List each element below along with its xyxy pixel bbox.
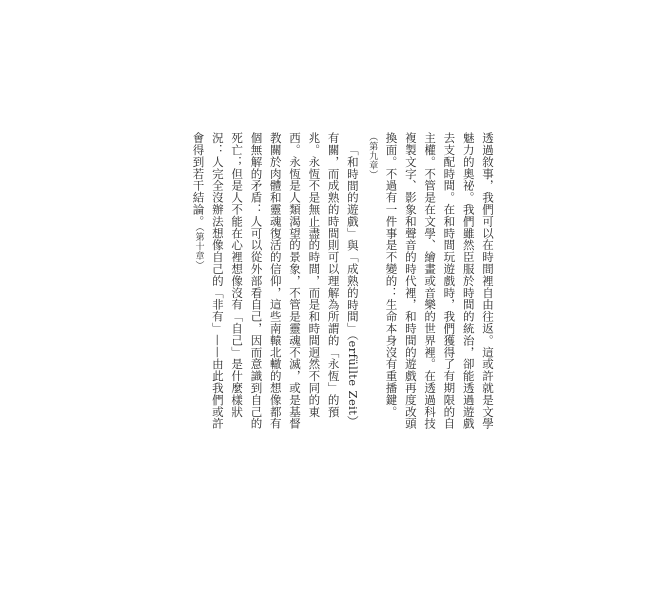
chapter-note: （第九章） [367, 132, 378, 180]
paragraph-chapter-ten [188, 132, 362, 432]
chapter-note: （第十章） [193, 227, 204, 271]
vertical-text-block [188, 132, 497, 432]
paragraph-chapter-nine [362, 132, 497, 432]
paragraph-text: 「和時間的遊戲」與「成熟的時間」（erfüllte Zeit）有關，而成熟的時間則可以理解為所謂的「永恆」的預兆。永恆不是無止盡的時間，而是和時間迥然不同的東西。永恆是人類渴望的景象，不管是靈魂不滅，或是基督教關於肉體和靈魂復活的信仰，這些南轅北轍的想像都有個無解的矛盾：人可以從外部看自己，因而意識到自己的死亡；但是人不能在心裡想像沒有「自己」是什麼樣狀況：人完全沒辦法想像自己的「非有」——由此我們或許會得到若干結論。 [191, 132, 360, 430]
paragraph-text: 透過敘事，我們可以在時間裡自由往返。這或許就是文學魅力的奧祕。我們雖然臣服於時間的統治，卻能透過遊戲去支配時間。在和時間玩遊戲時，我們獲得了有期限的自主權。不管是在文學、繪畫或音樂的世界裡。在透過科技複製文字、影象和聲音的時代裡，和時間的遊戲再度改頭換面。不過有一件事是不變的：生命本身沒有重播鍵。 [384, 132, 495, 430]
